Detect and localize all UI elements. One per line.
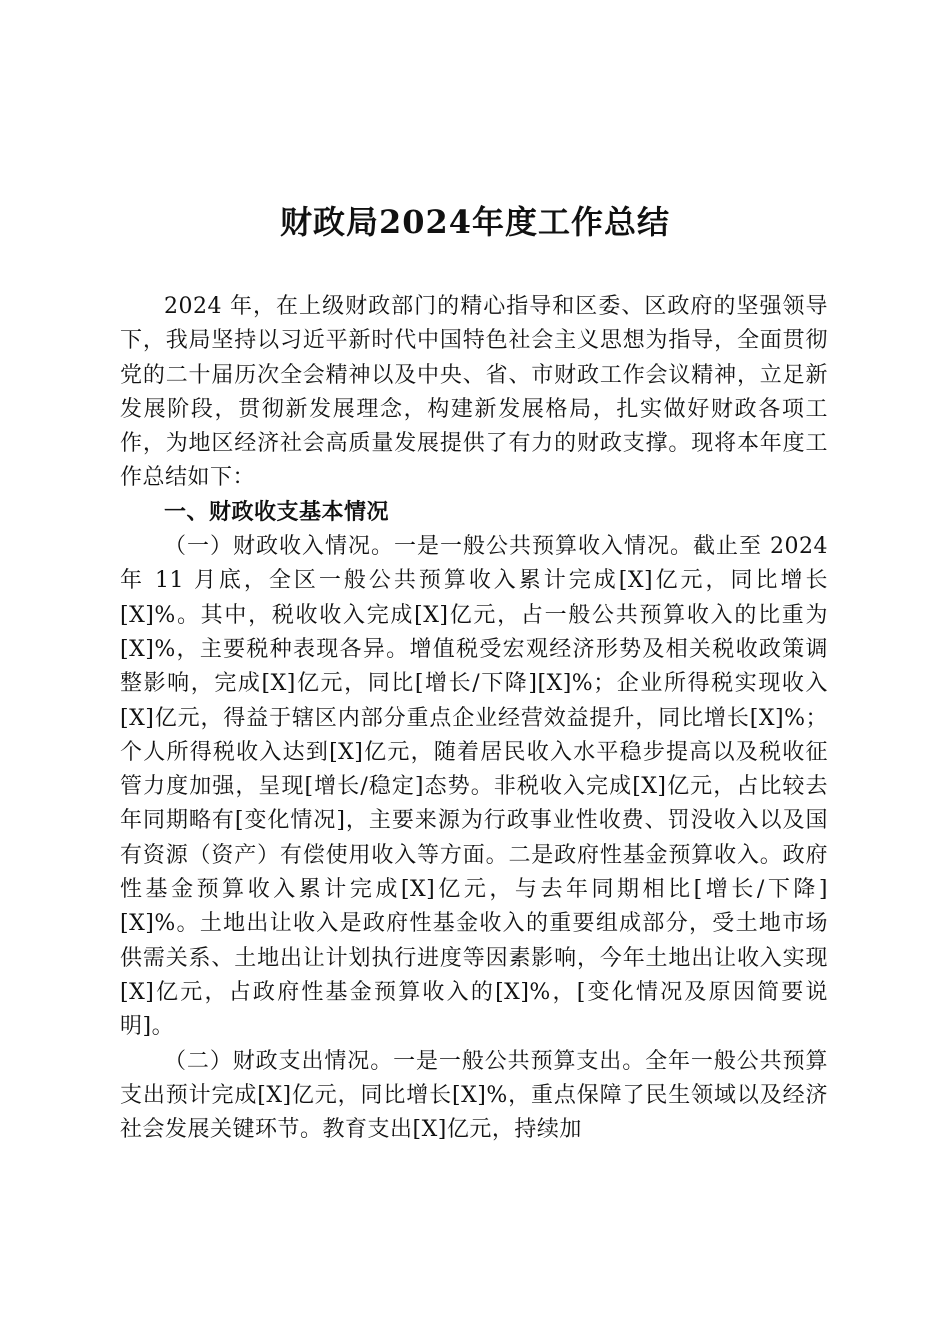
revenue-paragraph: （一）财政收入情况。一是一般公共预算收入情况。截止至 2024 年 11 月底，全区一般公共预算收入累计完成[X]亿元，同比增长[X]%。其中，税收收入完成[X]亿元，占一般公共预算收入的比重为[X]%，主要税种表现各异。增值税受宏观经济形势及相关税收政策调整影响，完成[X]亿元，同比[增长/下降][X]%；企业所得税实现收入[X]亿元，得益于辖区内部分重点企业经营效益提升，同比增长[X]%；个人所得税收入达到[X]亿元，随着居民收入水平稳步提高以及税收征管力度加强，呈现[增长/稳定]态势。非税收入完成[X]亿元，占比较去年同期略有[变化情况]，主要来源为行政事业性收费、罚没收入以及国有资源（资产）有偿使用收入等方面。二是政府性基金预算收入。政府性基金预算收入累计完成[X]亿元，与去年同期相比[增长/下降] [X]%。土地出让收入是政府性基金收入的重要组成部分，受土地市场供需关系、土地出让计划执行进度等因素影响，今年土地出让收入实现[X]亿元，占政府性基金预算收入的[X]%，[变化情况及原因简要说明]。	[120, 534, 829, 1040]
document-body	[120, 290, 828, 1147]
intro-paragraph: 2024 年，在上级财政部门的精心指导和区委、区政府的坚强领导下，我局坚持以习近平新时代中国特色社会主义思想为指导，全面贯彻党的二十届历次全会精神以及中央、省、市财政工作会议精神，立足新发展阶段，贯彻新发展理念，构建新发展格局，扎实做好财政各项工作，为地区经济社会高质量发展提供了有力的财政支撑。现将本年度工作总结如下：	[120, 294, 828, 491]
expenditure-paragraph: （二）财政支出情况。一是一般公共预算支出。全年一般公共预算支出预计完成[X]亿元，同比增长[X]%，重点保障了民生领域以及经济社会发展关键环节。教育支出[X]亿元，持续加	[120, 1048, 828, 1143]
section-heading-revenue-expenditure: 一、财政收支基本情况	[164, 499, 390, 525]
document-title: 财政局2024年度工作总结	[279, 203, 671, 241]
